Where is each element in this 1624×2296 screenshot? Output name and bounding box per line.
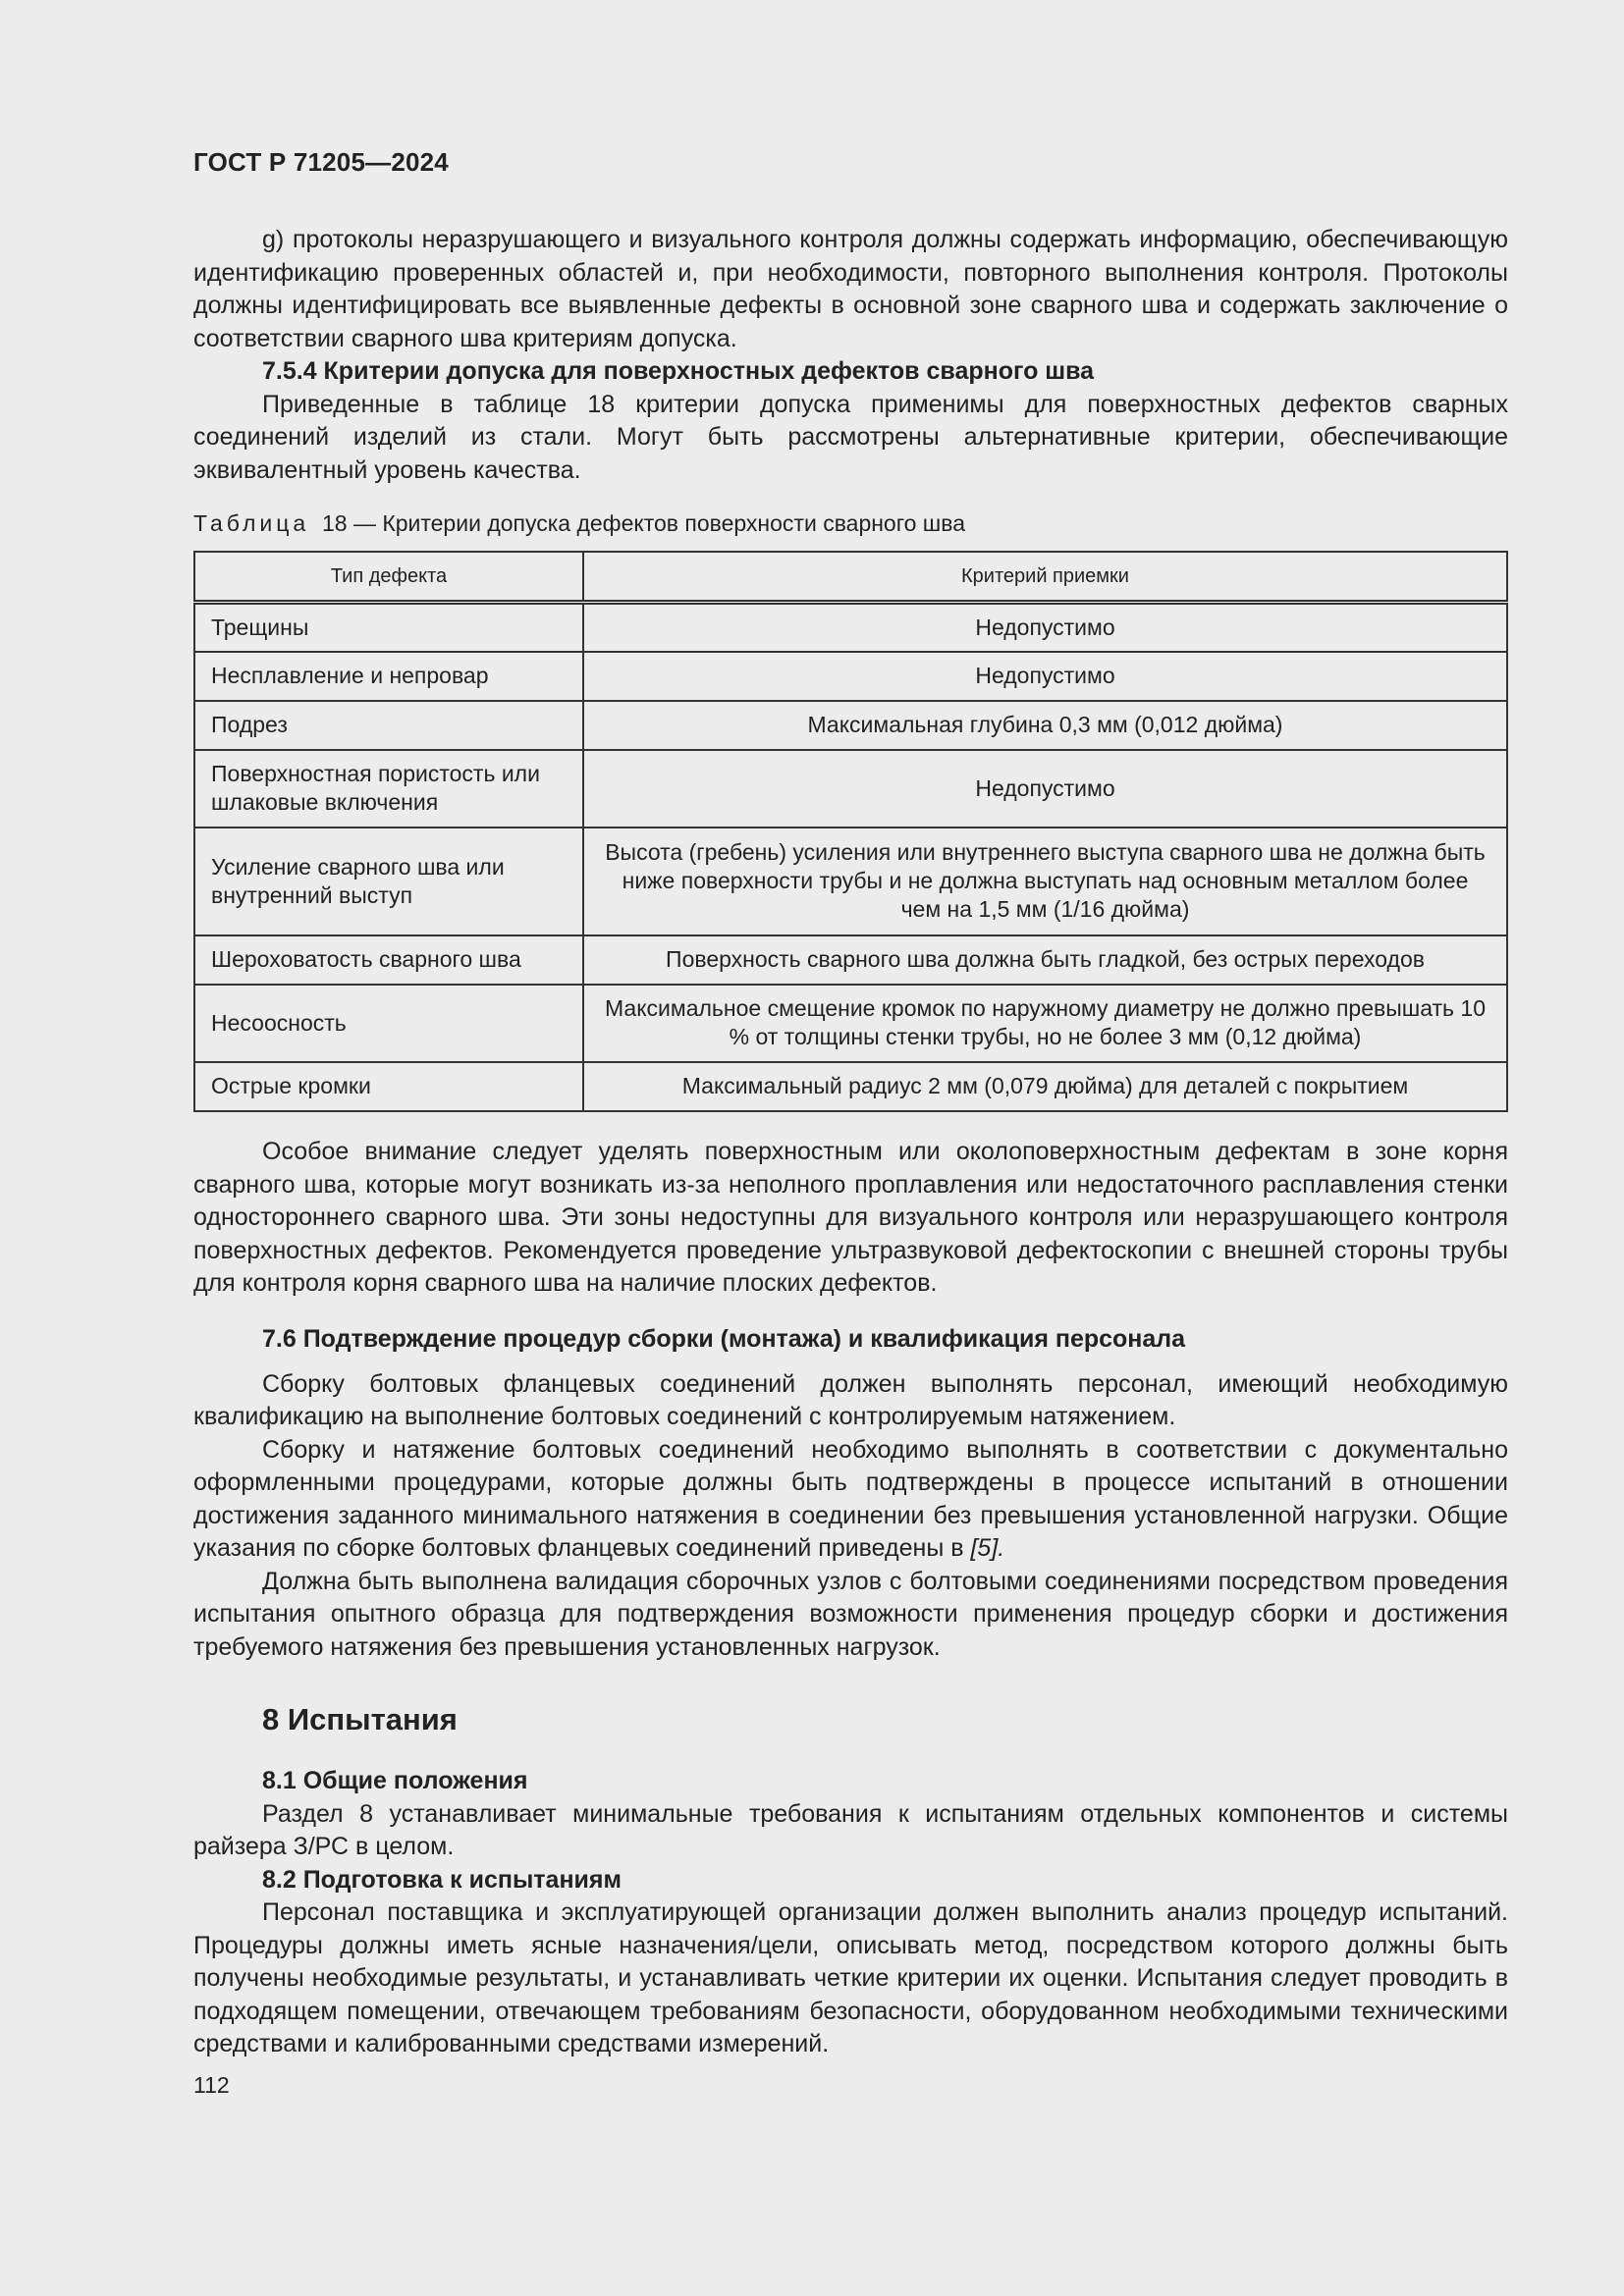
document-code-header: ГОСТ Р 71205—2024: [193, 147, 449, 177]
table-cell-criterion: Максимальное смещение кромок по наружному диаметру не должно превышать 10 % от толщины стенки трубы, но не более 3 мм (0,12 дюйма): [583, 985, 1507, 1062]
table-cell-defect: Шероховатость сварного шва: [194, 935, 583, 985]
table-header-defect-type: Тип дефекта: [194, 552, 583, 603]
table-cell-defect: Подрез: [194, 701, 583, 750]
paragraph-7-6-2: [193, 1434, 1508, 1566]
table-caption-title: 18 — Критерии допуска дефектов поверхности сварного шва: [321, 510, 965, 536]
table-cell-defect: Трещины: [194, 603, 583, 652]
table-header-row: [194, 552, 1507, 603]
table-caption: [193, 508, 1508, 538]
table-row: [194, 935, 1507, 985]
table-cell-criterion: Недопустимо: [583, 750, 1507, 828]
acceptance-criteria-table: [193, 551, 1508, 1112]
table-caption-word: Таблица: [193, 510, 310, 536]
table-cell-defect: Несоосность: [194, 985, 583, 1062]
heading-8: 8 Испытания: [262, 1702, 458, 1736]
table-row: [194, 985, 1507, 1062]
heading-7-6: 7.6 Подтверждение процедур сборки (монтажа) и квалификация персонала: [262, 1325, 1186, 1353]
table-cell-criterion: Максимальная глубина 0,3 мм (0,012 дюйма): [583, 701, 1507, 750]
table-row: [194, 603, 1507, 652]
heading-8-1: 8.1 Общие положения: [262, 1767, 528, 1794]
paragraph-root-defects: Особое внимание следует уделять поверхностным или околоповерхностным дефектам в зоне корня сварного шва, которые могут возникать из-за неполного проплавления или недостаточного расплавления стенки одностороннего сварного шва. Эти зоны недоступны для визуального контроля или неразрушающего контроля поверхностных дефектов. Рекомендуется проведение ультразвуковой дефектоскопии с внешней стороны трубы для контроля корня сварного шва на наличие плоских дефектов.: [193, 1138, 1508, 1297]
section-7-6-block: [193, 1323, 1508, 1664]
table-cell-defect: Острые кромки: [194, 1062, 583, 1111]
paragraph-g: g) протоколы неразрушающего и визуального контроля должны содержать информацию, обеспечивающую идентификацию проверенных областей и, при необходимости, повторного выполнения контроля. Протоколы должны идентифицировать все выявленные дефекты в основной зоне сварного шва и содержать заключение о соответствии сварного шва критериям допуска.: [193, 226, 1508, 352]
section-8-body: [193, 1765, 1508, 2061]
heading-8-2: 8.2 Подготовка к испытаниям: [262, 1865, 623, 1894]
paragraph-8-2: Персонал поставщика и эксплуатирующей организации должен выполнить анализ процедур испытаний. Процедуры должны иметь ясные назначения/цели, описывать метод, посредством которого должны быть получены необходимые результаты, и устанавливать четкие критерии их оценки. Испытания следует проводить в подходящем помещении, отвечающем требованиям безопасности, оборудованном необходимыми техническими средствами и калиброванными средствами измерений.: [193, 1898, 1508, 2057]
paragraph-7-6-1: Сборку болтовых фланцевых соединений должен выполнять персонал, имеющий необходимую квалификацию на выполнение болтовых соединений с контролируемым натяжением.: [193, 1369, 1508, 1430]
reference-link: [5].: [970, 1534, 1005, 1562]
paragraph-7-6-2-text: Сборку и натяжение болтовых соединений необходимо выполнять в соответствии с документально оформленными процедурами, которые должны быть подтверждены в процессе испытаний в отношении достижения заданного минимального натяжения в соединении без превышения установленной нагрузки. Общие указания по сборке болтовых фланцевых соединений приведены в: [193, 1435, 1508, 1562]
table-row: [194, 1062, 1507, 1111]
table-row: [194, 652, 1507, 701]
table-cell-criterion: Недопустимо: [583, 652, 1507, 701]
section-g-block: [193, 224, 1508, 487]
table-header-criterion: Критерий приемки: [583, 552, 1507, 603]
paragraph-7-6-3: Должна быть выполнена валидация сборочных узлов с болтовыми соединениями посредством проведения испытания опытного образца для подтверждения возможности применения процедур сборки и достижения требуемого натяжения без превышения установленных нагрузок.: [193, 1567, 1508, 1661]
paragraph-7-5-4: Приведенные в таблице 18 критерии допуска применимы для поверхностных дефектов сварных соединений изделий из стали. Могут быть рассмотрены альтернативные критерии, обеспечивающие эквивалентный уровень качества.: [193, 390, 1508, 484]
table-row: [194, 750, 1507, 828]
after-table-block: [193, 1136, 1508, 1301]
table-cell-defect: Поверхностная пористость или шлаковые включения: [194, 750, 583, 828]
table-block: [193, 508, 1508, 1112]
heading-7-5-4: 7.5.4 Критерии допуска для поверхностных дефектов сварного шва: [262, 357, 1095, 385]
table-row: [194, 828, 1507, 935]
table-cell-criterion: Высота (гребень) усиления или внутреннего выступа сварного шва не должна быть ниже поверхности трубы и не должна выступать над основным металлом более чем на 1,5 мм (1/16 дюйма): [583, 828, 1507, 935]
table-cell-defect: Усиление сварного шва или внутренний выступ: [194, 828, 583, 935]
table-cell-criterion: Недопустимо: [583, 603, 1507, 652]
page-number: 112: [193, 2072, 230, 2098]
section-8-block: [193, 1702, 1508, 1737]
table-cell-criterion: Максимальный радиус 2 мм (0,079 дюйма) для деталей с покрытием: [583, 1062, 1507, 1111]
table-row: [194, 701, 1507, 750]
table-cell-criterion: Поверхность сварного шва должна быть гладкой, без острых переходов: [583, 935, 1507, 985]
table-cell-defect: Несплавление и непровар: [194, 652, 583, 701]
paragraph-8-1: Раздел 8 устанавливает минимальные требования к испытаниям отдельных компонентов и системы райзера З/РС в целом.: [193, 1799, 1508, 1860]
